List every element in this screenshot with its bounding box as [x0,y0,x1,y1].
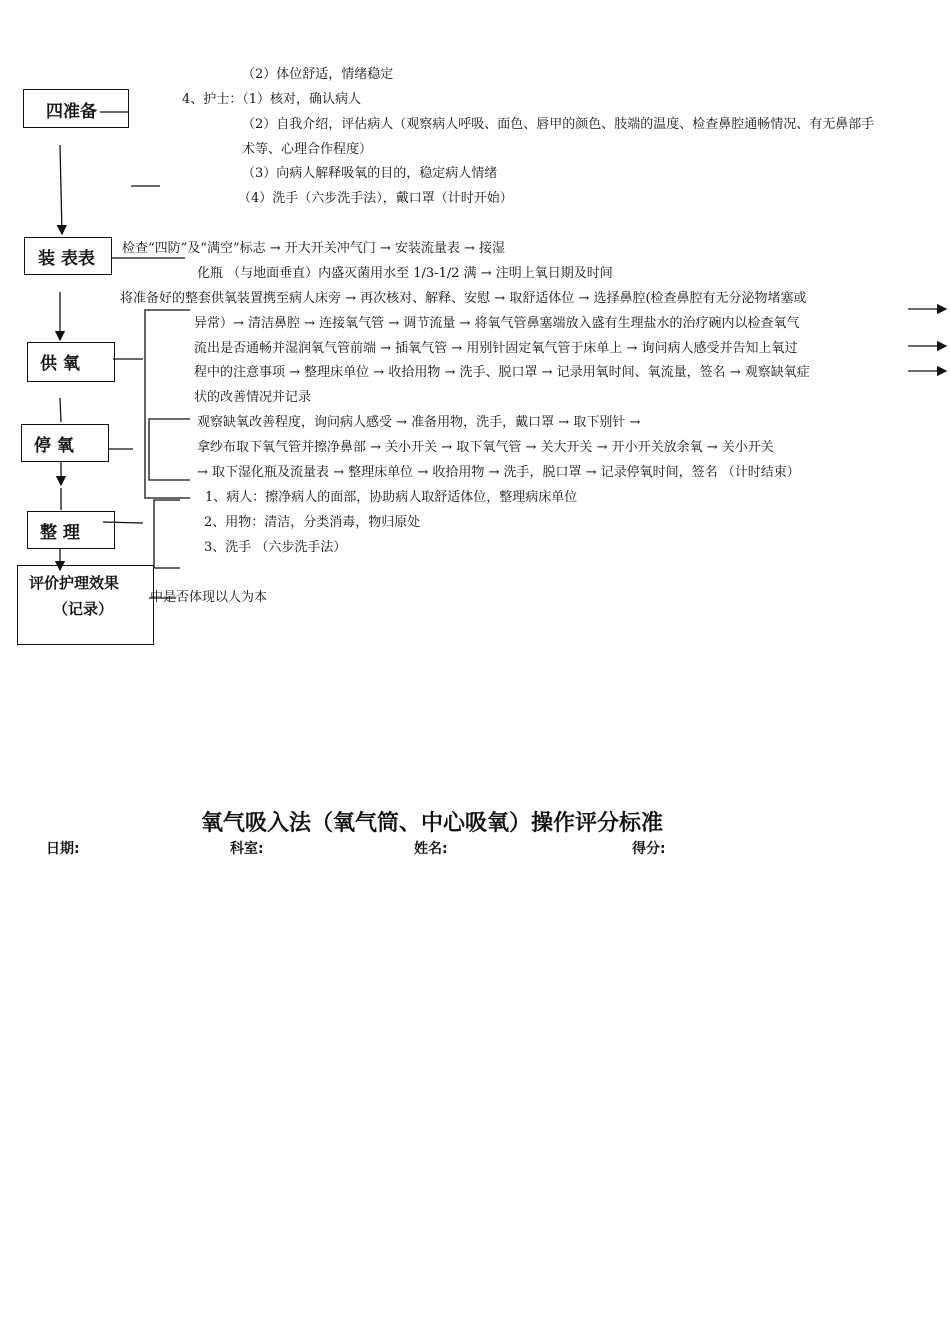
date-label: 日期: [46,841,80,857]
box-tidy-label: 整 理 [40,523,80,543]
prepare-nurse-3: （3）向病人解释吸氧的目的，稳定病人情绪 [242,166,498,181]
supply-line2: 异常）→ 清洁鼻腔 → 连接氧气管 → 调节流量 → 将氧气管鼻塞端放入盛有生理盐水的治疗碗内以检查氧气 [194,316,800,331]
install-line2: 化瓶 （与地面垂直）内盛灭菌用水至 1/3-1/2 满 → 注明上氧日期及时间 [197,266,613,281]
install-line1: 检查“四防”及“满空”标志 → 开大开关冲气门 → 安装流量表 → 接湿 [122,241,506,256]
score-sheet-title: 氧气吸入法（氧气筒、中心吸氧）操作评分标准 [201,811,664,836]
tidy-item1: 1、病人：擦净病人的面部，协助病人取舒适体位，整理病床单位 [205,490,578,505]
box-evaluate-label-2: （记录） [53,600,114,618]
department-label: 科室: [230,841,264,857]
box-evaluate-label-1: 评价护理效果 [29,574,120,592]
box-stop [21,424,109,462]
name-label: 姓名: [414,841,448,857]
stop-line1: 观察缺氧改善程度，询问病人感受 → 准备用物，洗手，戴口罩 → 取下别针 → [197,415,641,430]
stop-line2: 拿纱布取下氧气管并擦净鼻部 → 关小开关 → 取下氧气管 → 关大开关 → 开小开关放余氧 → 关小开关 [197,440,774,455]
prepare-nurse-2-line2: 术等、心理合作程度） [242,142,373,157]
tidy-item2: 2、用物：清洁，分类消毒，物归原处 [204,515,421,530]
score-label: 得分: [632,841,666,857]
arrow-prepare-to-install [60,145,62,234]
tidy-item3: 3、洗手 （六步洗手法） [204,540,347,555]
box-evaluate [17,565,154,645]
box-prepare-label: 四准备 [46,102,97,122]
arrow-supply-to-stop [60,398,61,422]
prepare-patient-2: （2）体位舒适，情绪稳定 [242,67,394,82]
supply-line3: 流出是否通畅并湿润氧气管前端 → 插氧气管 → 用别针固定氧气管于床单上 → 询问病人感受并告知上氧过 [194,341,798,356]
box-tidy [27,511,115,549]
box-prepare [23,89,129,128]
prepare-nurse-2-line1: （2）自我介绍，评估病人（观察病人呼吸、面色、唇甲的颜色、肢端的温度、检查鼻腔通畅情况、有无鼻部手 [242,117,875,132]
prepare-nurse-1: 4、护士：（1）核对，确认病人 [182,92,362,107]
box-supply [27,342,115,382]
supply-line4: 程中的注意事项 → 整理床单位 → 收拾用物 → 洗手、脱口罩 → 记录用氧时间、氧流量，签名 → 观察缺氧症 [194,365,810,380]
box-supply-label: 供 氧 [40,354,80,374]
supply-line1: 将准备好的整套供氧装置携至病人床旁 → 再次核对、解释、安慰 → 取舒适体位 → 选择鼻腔(检查鼻腔有无分泌物堵塞或 [120,291,807,306]
stop-line3: → 取下湿化瓶及流量表 → 整理床单位 → 收拾用物 → 洗手，脱口罩 → 记录停氧时间，签名 （计时结束） [197,465,800,480]
box-install [24,237,112,275]
supply-line5: 状的改善情况并记录 [194,390,312,405]
evaluate-text: 中是否体现以人为本 [150,590,268,605]
box-stop-label: 停 氧 [34,436,74,456]
prepare-nurse-4: （4）洗手（六步洗手法），戴口罩（计时开始） [238,191,513,206]
box-install-label: 装 表表 [38,249,95,269]
